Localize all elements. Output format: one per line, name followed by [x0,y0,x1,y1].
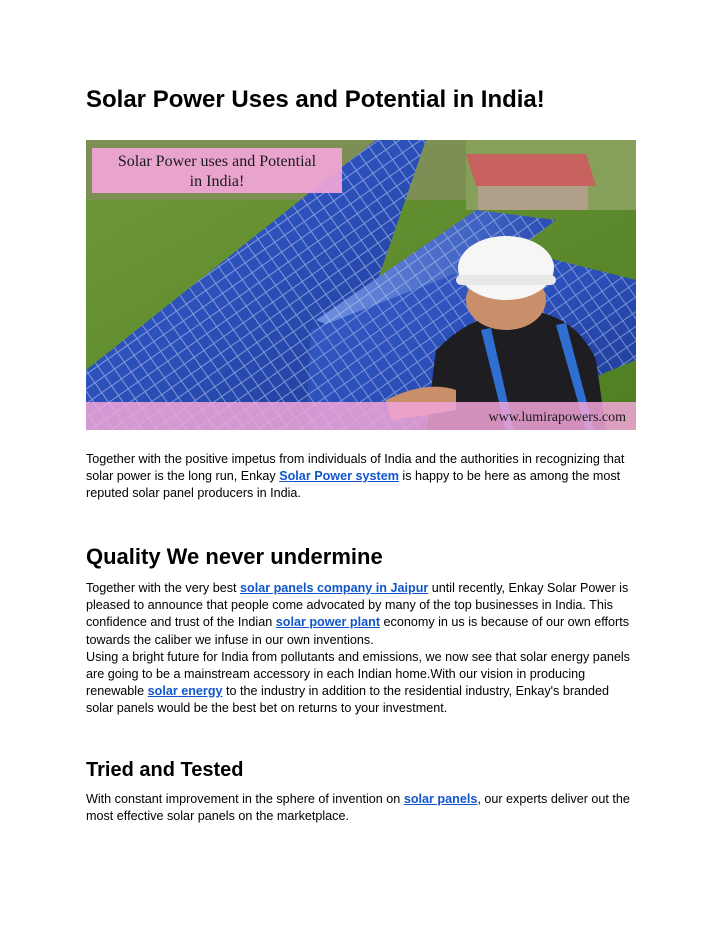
solar-power-system-link[interactable]: Solar Power system [279,469,399,484]
solar-energy-link[interactable]: solar energy [147,684,223,699]
intro-paragraph: Together with the positive impetus from individuals of India and the authorities in recognizing that solar power is the long run, Enkay Solar Power system is happy to be here as among the most reputed solar panel producers in India. [86,452,625,501]
tested-heading: Tried and Tested [86,759,244,781]
quality-paragraph: Together with the very best solar panels company in Jaipur until recently, Enkay Solar Power is pleased to announce that people come advocated by many of the top businesses in India. This confidence and trust of the Indian solar power plant economy in us is because of our own efforts towards the caliber we infuse in our own inventions. Using a bright future for India from pollutants and emissions, we now see that solar energy panels are going to be a mainstream accessory in each Indian home.With our vision in producing renewable solar energy to the industry in addition to the residential industry, Enkay's branded solar panels would be the best bet on returns to your investment. [86,581,630,716]
hero-caption-line1: Solar Power uses and Potential [117,153,317,170]
solar-power-plant-link[interactable]: solar power plant [275,615,381,630]
hero-image [86,140,636,430]
quality-heading: Quality We never undermine [86,544,383,569]
hero-watermark: www.lumirapowers.com [488,410,626,425]
solar-panels-company-link[interactable]: solar panels company in Jaipur [240,581,429,595]
solar-panels-link[interactable]: solar panels [403,792,478,806]
page-title: Solar Power Uses and Potential in India! [86,86,545,113]
hero-caption-line2: in India! [189,173,245,190]
tested-paragraph: With constant improvement in the sphere of invention on solar panels, our experts deliver out the most effective solar panels on the marketplace. [86,792,630,824]
